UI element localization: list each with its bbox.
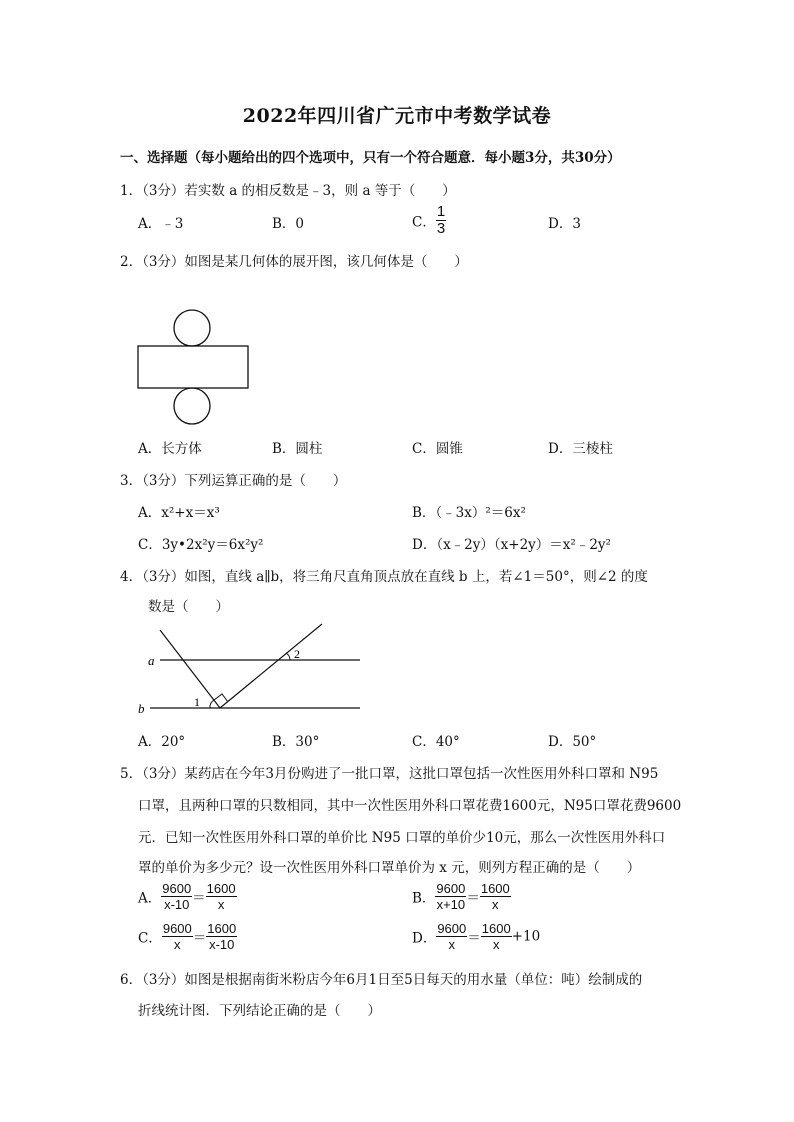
question-2-option-b: B．圆柱 [272, 441, 323, 457]
numerator: 9600 [162, 881, 192, 896]
question-4-stem-line-1: 4．（3分）如图，直线 a∥b，将三角尺直角顶点放在直线 b 上，若∠1＝50°，则∠2 的度 [120, 569, 648, 585]
label-angle-1: 1 [194, 695, 200, 709]
numerator: 1600 [481, 921, 511, 936]
question-3-option-b: B．（﹣3x）²＝6x² [412, 505, 526, 521]
fraction-right [206, 881, 237, 912]
denominator: x [217, 897, 225, 912]
question-5-option-c [138, 921, 237, 952]
question-5-line-4: 罩的单价为多少元？设一次性医用外科口罩单价为 x 元，则列方程正确的是（ ） [138, 860, 641, 876]
denominator: x-10 [209, 937, 235, 952]
bottom-circle [174, 388, 210, 424]
question-5-option-d [412, 921, 540, 952]
question-6-line-1: 6．（3分）如图是根据南街米粉店今年6月1日至5日每天的用水量（单位：吨）绘制成的 [120, 972, 643, 988]
top-circle [174, 310, 210, 346]
equals-sign: ＝ [466, 890, 480, 907]
question-5-option-b [412, 881, 511, 912]
question-4-option-c: C．40° [412, 734, 460, 750]
fraction-denominator: 3 [436, 220, 446, 237]
question-1-option-d: D．3 [548, 216, 581, 232]
numerator: 9600 [162, 921, 192, 936]
question-6-line-2: 折线统计图．下列结论正确的是（ ） [138, 1003, 381, 1019]
right-angle-mark [214, 694, 228, 702]
numerator: 1600 [480, 881, 510, 896]
option-label: D． [412, 930, 437, 947]
equals-sign: ＝ [192, 890, 206, 907]
fraction-one-third [436, 204, 446, 237]
question-4-option-a: A．20° [138, 734, 186, 750]
question-2-option-a: A．长方体 [138, 441, 202, 457]
question-5-line-3: 元．已知一次性医用外科口罩的单价比 N95 口罩的单价少10元，那么一次性医用外科口 [138, 830, 666, 846]
fraction-numerator: 1 [436, 203, 446, 220]
fraction-left [161, 881, 192, 912]
triangle-side-left [160, 630, 220, 708]
question-1-stem: 1．（3分）若实数 a 的相反数是﹣3，则 a 等于（ ） [120, 183, 456, 199]
question-2-stem: 2．（3分）如图是某几何体的展开图，该几何体是（ ） [120, 254, 468, 270]
cylinder-net-figure [130, 305, 260, 435]
question-2-option-c: C．圆锥 [412, 441, 463, 457]
question-3-option-c: C．3y•2x²y＝6x²y² [138, 537, 264, 553]
option-c-label: C． [412, 214, 436, 231]
denominator: x [492, 937, 500, 952]
option-label: C． [138, 930, 162, 947]
parallel-lines-figure [130, 620, 370, 720]
lateral-rectangle [138, 346, 248, 388]
equals-sign: ＝ [192, 930, 207, 947]
triangle-side-right [220, 624, 322, 708]
fraction-right [481, 921, 512, 952]
angle-1-arc [210, 700, 214, 708]
numerator: 1600 [207, 921, 237, 936]
question-2-option-d: D．三棱柱 [548, 441, 613, 457]
question-5-line-1: 5．（3分）某药店在今年3月份购进了一批口罩，这批口罩包括一次性医用外科口罩和 N95 [120, 766, 659, 782]
numerator: 1600 [206, 881, 236, 896]
page-title: 2022年四川省广元市中考数学试卷 [242, 105, 552, 127]
numerator: 9600 [437, 921, 467, 936]
question-1-option-c [412, 204, 446, 237]
plus-ten: +10 [511, 928, 541, 945]
question-5-option-a [138, 881, 237, 912]
question-1-option-b: B．0 [272, 216, 305, 232]
equals-sign: ＝ [467, 930, 481, 947]
denominator: x-10 [164, 897, 190, 912]
fraction-right [480, 881, 511, 912]
question-3-stem: 3．（3分）下列运算正确的是（ ） [120, 473, 347, 489]
fraction-left [436, 921, 467, 952]
question-1-option-a: A．﹣3 [138, 216, 184, 232]
fraction-left [162, 921, 193, 952]
denominator: x [174, 937, 181, 952]
fraction-right [206, 921, 237, 952]
denominator: x [448, 937, 456, 952]
question-3-option-d: D．（x﹣2y）（x+2y）＝x²﹣2y² [412, 537, 611, 553]
label-angle-2: 2 [294, 647, 300, 661]
denominator: x+10 [436, 897, 466, 912]
question-4-option-b: B．30° [272, 734, 320, 750]
label-a: a [148, 653, 155, 668]
question-4-option-d: D．50° [548, 734, 597, 750]
section-heading: 一、选择题（每小题给出的四个选项中，只有一个符合题意．每小题3分，共30分） [120, 150, 621, 166]
label-b: b [138, 701, 145, 716]
angle-2-arc [286, 653, 290, 660]
question-3-option-a: A．x²+x＝x³ [138, 505, 220, 521]
question-4-stem-line-2: 数是（ ） [148, 599, 229, 615]
question-5-line-2: 口罩，且两种口罩的只数相同，其中一次性医用外科口罩花费1600元，N95口罩花费9600 [138, 798, 682, 814]
option-label: A． [138, 890, 162, 907]
denominator: x [492, 897, 499, 912]
numerator: 9600 [436, 881, 466, 896]
option-label: B． [412, 890, 436, 907]
fraction-left [435, 881, 466, 912]
